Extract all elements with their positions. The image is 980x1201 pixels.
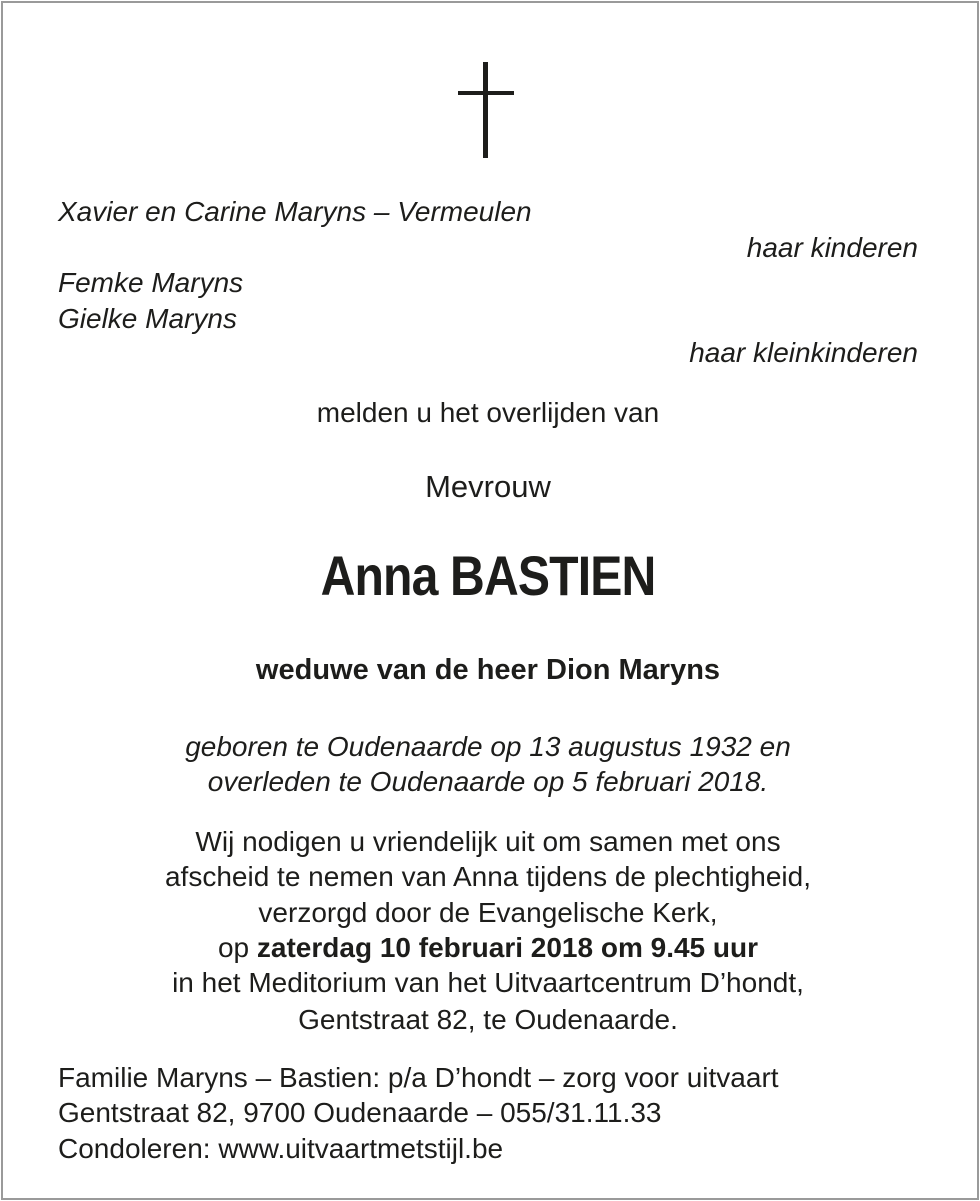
grandchild-name-2: Gielke Maryns [58,303,237,334]
birth-line: geboren te Oudenaarde op 13 augustus 1932 en [185,731,791,762]
ceremony-line-1: Wij nodigen u vriendelijk uit om samen met ons [195,826,781,857]
grandchildren-role: haar kleinkinderen [689,337,918,368]
grandchild-name-1: Femke Maryns [58,267,244,298]
ceremony-line-3: verzorgd door de Evangelische Kerk, [258,897,718,928]
ceremony-line-2: afscheid te nemen van Anna tijdens de plechtigheid, [164,861,811,892]
ceremony-date-prefix: op [217,932,257,963]
ceremony-date: zaterdag 10 februari 2018 om 9.45 uur [256,932,759,963]
contact-family: Familie Maryns – Bastien: p/a D’hondt – zorg voor uitvaart [58,1062,779,1093]
widow-of: weduwe van de heer Dion Maryns [255,654,721,686]
contact-address: Gentstraat 82, 9700 Oudenaarde – 055/31.11.33 [58,1097,662,1128]
ceremony-date-line [0,930,976,966]
deceased-name: Anna BASTIEN [320,544,656,607]
children-role: haar kinderen [746,232,918,263]
announcement-intro: melden u het overlijden van [316,397,660,428]
death-line: overleden te Oudenaarde op 5 februari 2018. [207,766,769,797]
honorific: Mevrouw [425,469,551,504]
cross-icon [458,62,516,158]
children-names: Xavier en Carine Maryns – Vermeulen [58,196,532,227]
ceremony-line-6: Gentstraat 82, te Oudenaarde. [298,1004,678,1035]
ceremony-line-5: in het Meditorium van het Uitvaartcentrum D’hondt, [172,967,804,998]
contact-condolences: Condoleren: www.uitvaartmetstijl.be [58,1133,504,1164]
